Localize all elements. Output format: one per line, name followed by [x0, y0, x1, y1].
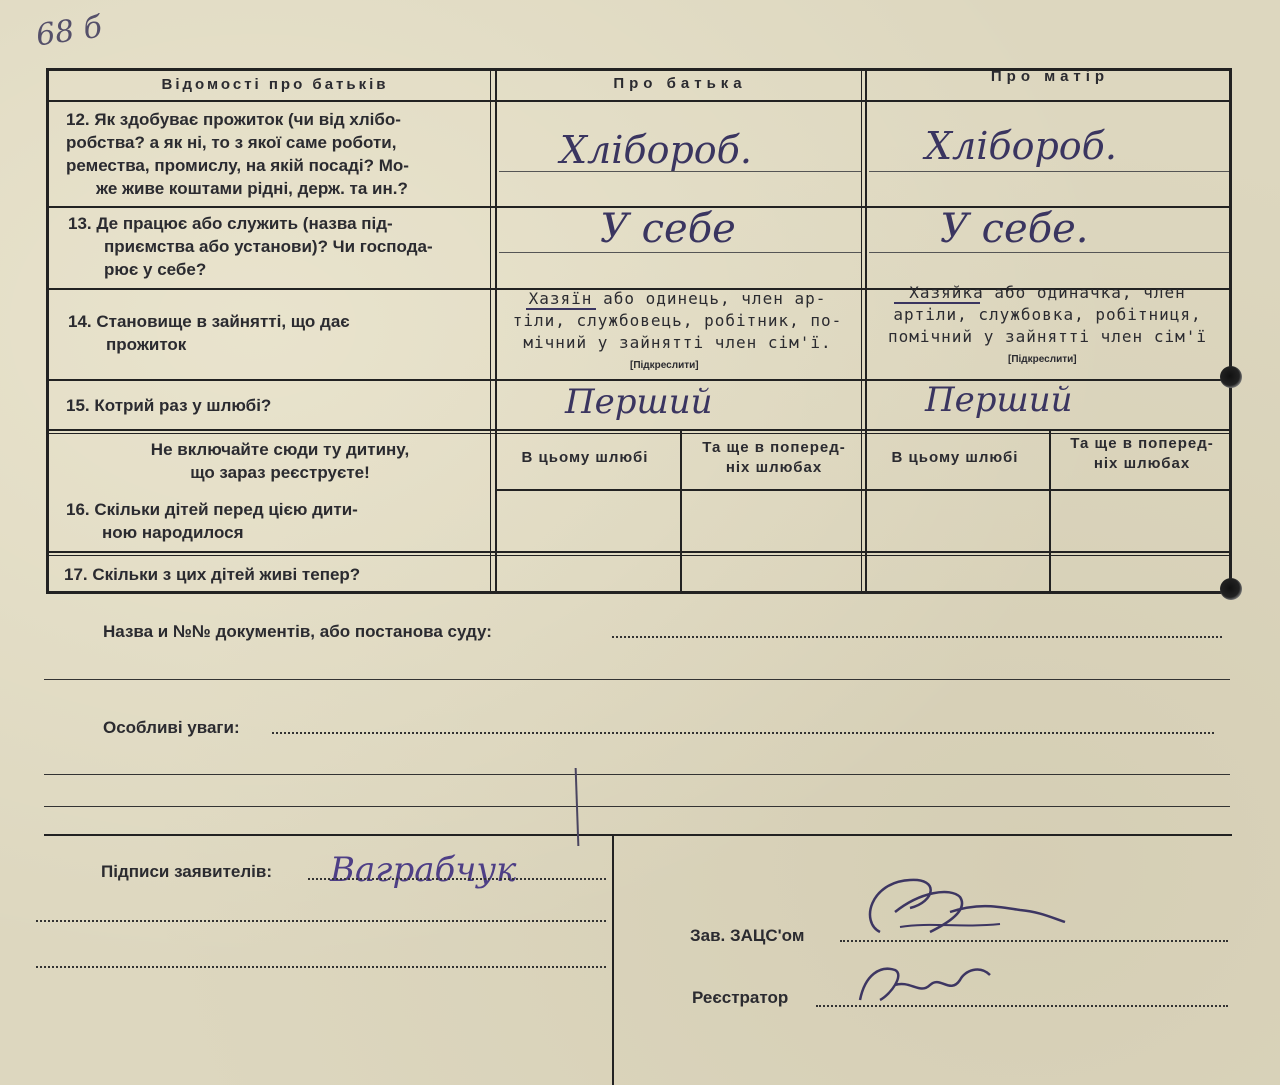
punch-hole-top — [1220, 366, 1242, 388]
applicants-line-1 — [308, 878, 606, 880]
documents-line-2 — [44, 679, 1230, 680]
q14-line-1: 14. Становище в зайнятті, що дає — [68, 312, 350, 331]
q13-father-answer: У себе — [600, 206, 736, 252]
applicants-line-3 — [36, 966, 606, 968]
father-prev-line-2: ніх шлюбах — [725, 459, 823, 476]
header-about-mother: Про матір — [990, 68, 1110, 85]
head-zags-label: Зав. ЗАЦС'ом — [690, 926, 805, 945]
q13-line-1: 13. Де працює або служить (назва під- — [68, 214, 393, 233]
header-parents-info: Відомості про батьків — [161, 76, 389, 93]
head-signature — [840, 872, 1070, 952]
question-16 — [66, 498, 486, 544]
q12-line-2: робства? а як ні, то з якої саме роботи, — [66, 133, 397, 152]
remarks-line-1 — [272, 732, 1214, 734]
q15-mother-answer: Перший — [925, 380, 1073, 420]
q14-mother-note: [Підкреслити] — [1008, 354, 1077, 365]
q14-mother-line-2: артіли, службовка, робітниця, — [893, 305, 1202, 324]
signature-divider — [612, 836, 614, 1085]
q12-father-answer: Хлібороб. — [560, 128, 752, 172]
registrar-label: Реєстратор — [692, 988, 789, 1007]
registrar-signature — [850, 955, 1010, 1015]
q15-father-answer: Перший — [565, 382, 713, 422]
header-about-father: Про батька — [613, 75, 747, 92]
father-previous-marriages-header — [684, 438, 864, 478]
q14-father-line-1: Хазяїн або одинець, член ар- — [528, 289, 827, 308]
question-14 — [68, 310, 488, 356]
documents-label: Назва и №№ документів, або постанова суду: — [103, 622, 492, 641]
q14-mother-line-1: Хазяйка або одиначка, член — [909, 283, 1186, 302]
punch-hole-bottom — [1220, 578, 1242, 600]
father-prev-line-1: Та ще в поперед- — [702, 439, 846, 456]
q14-mother-options — [870, 282, 1225, 348]
applicants-signature-label: Підписи заявителів: — [101, 862, 272, 881]
q12-line-1: 12. Як здобуває прожиток (чи від хлібо- — [66, 110, 401, 129]
question-13 — [68, 212, 493, 281]
applicants-line-2 — [36, 920, 606, 922]
question-12 — [66, 108, 491, 200]
q12-line-4: же живе коштами рідні, держ. та ин.? — [96, 179, 408, 198]
mother-this-marriage-header: В цьому шлюбі — [891, 449, 1019, 466]
q13-line-3: рює у себе? — [104, 260, 207, 279]
children-note — [110, 438, 450, 484]
q13-line-2: приємства або установи)? Чи господа- — [104, 237, 433, 256]
q16-line-1: 16. Скільки дітей перед цією дити- — [66, 500, 358, 519]
q16-line-2: ною народилося — [102, 523, 244, 542]
q14-father-note: [Підкреслити] — [630, 360, 699, 371]
q14-father-options — [500, 288, 855, 354]
children-note-line-2: що зараз реєструєте! — [190, 463, 370, 482]
q12-line-3: ремества, промислу, на якій посаді? Мо- — [66, 156, 409, 175]
remarks-line-2 — [44, 774, 1230, 775]
q14-mother-underline — [894, 302, 980, 304]
question-15: 15. Котрий раз у шлюбі? — [66, 396, 272, 415]
q14-mother-line-3: помічний у зайнятті член сім'ї — [888, 327, 1207, 346]
q14-father-line-2: тіли, службовець, робітник, по- — [512, 311, 843, 330]
q14-father-underline — [526, 308, 596, 310]
question-17: 17. Скільки з цих дітей живі тепер? — [64, 565, 361, 584]
q14-father-line-3: мічний у зайнятті член сім'ї. — [523, 333, 832, 352]
father-this-marriage-header: В цьому шлюбі — [521, 449, 649, 466]
q14-line-2: прожиток — [106, 335, 187, 354]
documents-line-1 — [612, 636, 1222, 638]
mother-prev-line-2: ніх шлюбах — [1093, 455, 1191, 472]
remarks-line-3 — [44, 806, 1230, 807]
mother-prev-line-1: Та ще в поперед- — [1070, 435, 1214, 452]
section-divider — [44, 834, 1232, 836]
q13-mother-answer: У себе. — [940, 206, 1089, 252]
children-note-line-1: Не включайте сюди ту дитину, — [150, 440, 410, 459]
mother-previous-marriages-header — [1052, 434, 1232, 474]
remarks-label: Особливі уваги: — [103, 718, 240, 737]
q12-mother-answer: Хлібороб. — [925, 124, 1117, 168]
applicant-signature: Ваграбчук — [330, 850, 517, 890]
page-number: 68 б — [33, 9, 105, 54]
